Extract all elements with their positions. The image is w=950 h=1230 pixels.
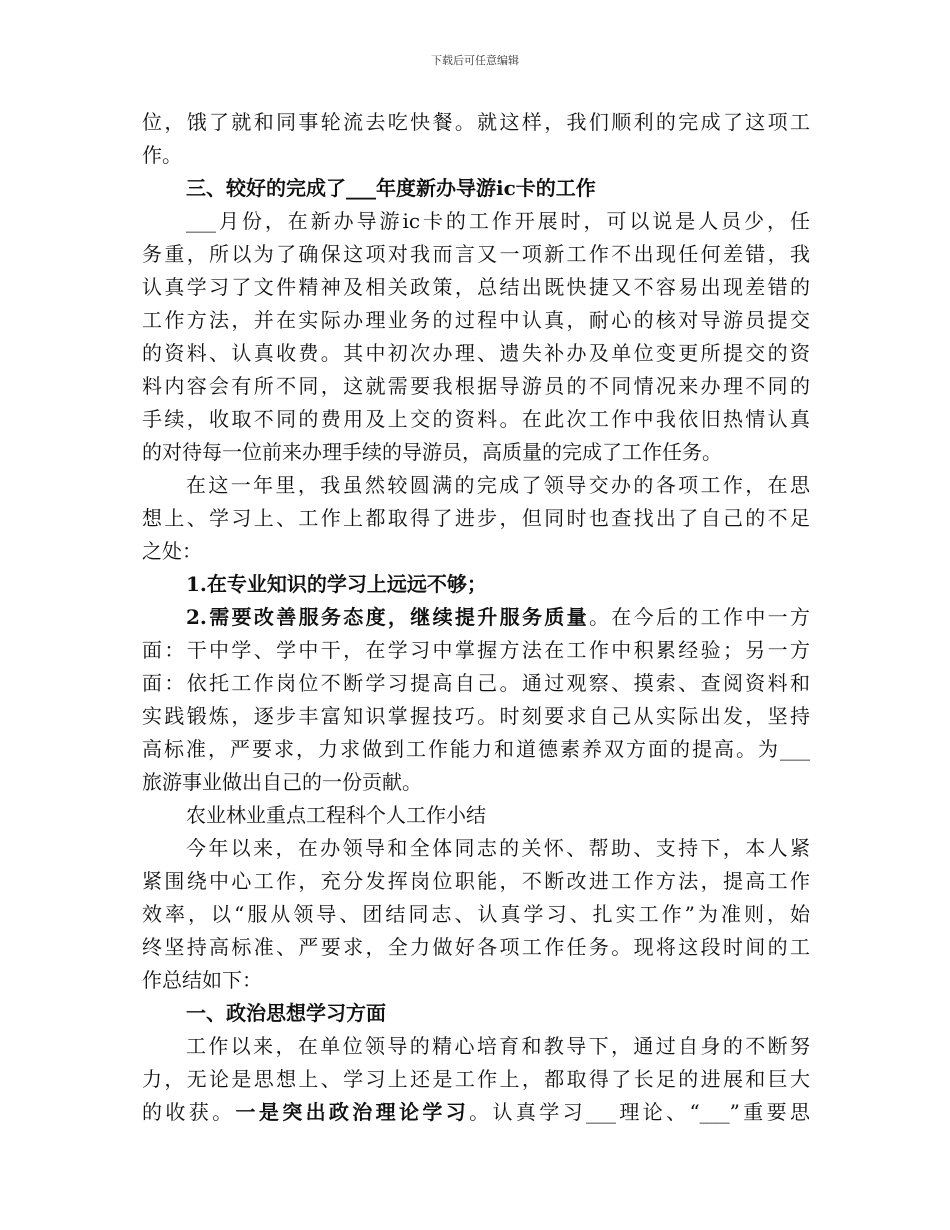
text-segment: 的收获。: [142, 1100, 236, 1124]
text-line: 终坚持高标准、严要求，全力做好各项工作任务。现将这段时间的工: [142, 935, 810, 959]
text-line: 务重，所以为了确保这项对我而言又一项新工作不出现任何差错，我: [142, 242, 810, 266]
text-line: 面：干中学、学中干，在学习中掌握方法在工作中积累经验；另一方: [142, 638, 810, 662]
text-line: 位，饿了就和同事轮流去吃快餐。就这样，我们顺利的完成了这项工: [142, 110, 810, 134]
text-line: 在这一年里，我虽然较圆满的完成了领导交办的各项工作，在思: [186, 473, 810, 497]
text-line: 1.在专业知识的学习上远远不够；: [186, 572, 487, 596]
text-line: 旅游事业做出自己的一份贡献。: [142, 770, 422, 794]
text-line: 作。: [142, 143, 182, 167]
text-line: 想上、学习上、工作上都取得了进步，但同时也查找出了自己的不足: [142, 506, 810, 530]
text-line: ___月份，在新办导游ic卡的工作开展时，可以说是人员少，任: [186, 209, 810, 233]
text-line: 今年以来，在办领导和全体同志的关怀、帮助、支持下，本人紧: [186, 836, 810, 860]
text-line: 作总结如下：: [142, 968, 262, 992]
bold-text-segment: 2.需要改善服务态度，继续提升服务质量: [186, 605, 589, 629]
text-line: [142, 1096, 810, 1129]
text-line: 之处：: [142, 539, 202, 563]
text-line: 面：依托工作岗位不断学习提高自己。通过观察、摸索、查阅资料和: [142, 671, 810, 695]
text-line: 高标准，严要求，力求做到工作能力和道德素养双方面的提高。为___: [142, 737, 810, 761]
bold-text-segment: 一是突出政治理论学习: [235, 1100, 470, 1124]
text-line: [142, 601, 810, 634]
text-line: 手续，收取不同的费用及上交的资料。在此次工作中我依旧热情认真: [142, 407, 810, 431]
text-line: 力，无论是思想上、学习上还是工作上，都取得了长足的进展和巨大: [142, 1067, 810, 1091]
text-line: 的对待每一位前来办理手续的导游员，高质量的完成了工作任务。: [142, 440, 722, 464]
text-line: 的资料、认真收费。其中初次办理、遗失补办及单位变更所提交的资: [142, 341, 810, 365]
text-line: 农业林业重点工程科个人工作小结: [186, 803, 486, 827]
page-header-note: 下载后可任意编辑: [431, 54, 519, 67]
text-segment: 。认真学习___理论、“___”重要思: [469, 1100, 810, 1124]
text-line: 料内容会有所不同，这就需要我根据导游员的不同情况来办理不同的: [142, 374, 810, 398]
text-line: 效率，以“服从领导、团结同志、认真学习、扎实工作”为准则，始: [142, 902, 810, 926]
document-body: [142, 106, 810, 1129]
text-line: 实践锻炼，逐步丰富知识掌握技巧。时刻要求自己从实际出发，坚持: [142, 704, 810, 728]
text-line: 认真学习了文件精神及相关政策，总结出既快捷又不容易出现差错的: [142, 275, 810, 299]
text-line: 工作以来，在单位领导的精心培育和教导下，通过自身的不断努: [186, 1034, 810, 1058]
text-line: 工作方法，并在实际办理业务的过程中认真，耐心的核对导游员提交: [142, 308, 810, 332]
text-line: 三、较好的完成了___年度新办导游ic卡的工作: [186, 176, 596, 200]
text-line: 紧围绕中心工作，充分发挥岗位职能，不断改进工作方法，提高工作: [142, 869, 810, 893]
text-segment: 。在今后的工作中一方: [588, 605, 810, 629]
text-line: 一、政治思想学习方面: [186, 1001, 386, 1025]
